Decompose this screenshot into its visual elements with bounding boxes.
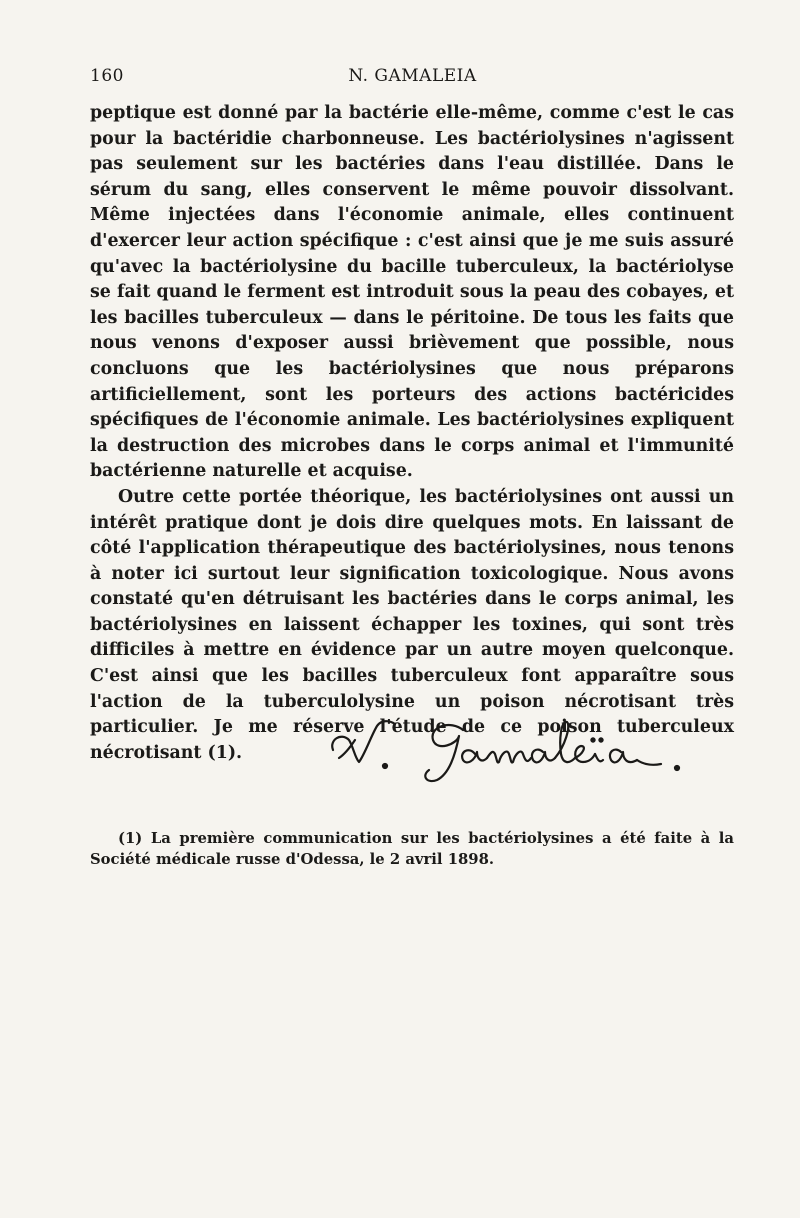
- running-title: N. GAMALEIA: [348, 66, 477, 86]
- body-text: [90, 101, 734, 766]
- paragraph-1: peptique est donné par la bactérie elle-même, comme c'est le cas pour la bactéridie charbonneuse. Les bactériolysines n'agissent pas seulement sur les bactéries dans l'eau distillée. Dans le sérum du sang, elles conservent le même pouvoir dissolvant. Même injectées dans l'économie animale, elles continuent d'exercer leur action spécifique : c'est ainsi que je me suis assuré qu'avec la bactériolysine du bacille tuberculeux, la bactériolyse se fait quand le ferment est introduit sous la peau des cobayes, et les bacilles tuberculeux — dans le péritoine. De tous les faits que nous venons d'exposer aussi brièvement que possible, nous concluons que les bactériolysines que nous préparons artificiellement, sont les porteurs des actions bactéricides spécifiques de l'économie animale. Les bactériolysines expliquent la destruction des microbes dans le corps animal et l'immunité bactérienne naturelle et acquise.: [90, 103, 734, 482]
- footnote-text: (1) La première communication sur les bactériolysines a été faite à la Société médicale russe d'Odessa, le 2 avril 1898.: [90, 830, 734, 868]
- footnote: [90, 828, 734, 870]
- running-head: [90, 66, 735, 90]
- page-number: 160: [90, 66, 124, 86]
- handwritten-signature: [325, 710, 705, 785]
- paragraph-2: Outre cette portée théorique, les bactériolysines ont aussi un intérêt pratique dont je dois dire quelques mots. En laissant de côté l'application thérapeutique des bactériolysines, nous tenons à noter ici surtout leur signification toxicologique. Nous avons constaté qu'en détruisant les bactéries dans le corps animal, les bactériolysines en laissent échapper les toxines, qui sont très difficiles à mettre en évidence par un autre moyen quelconque. C'est ainsi que les bacilles tuberculeux font apparaître sous l'action de la tuberculolysine un poison nécrotisant très particulier. Je me réserve l'étude de ce poison tuberculeux nécrotisant (1).: [90, 486, 734, 763]
